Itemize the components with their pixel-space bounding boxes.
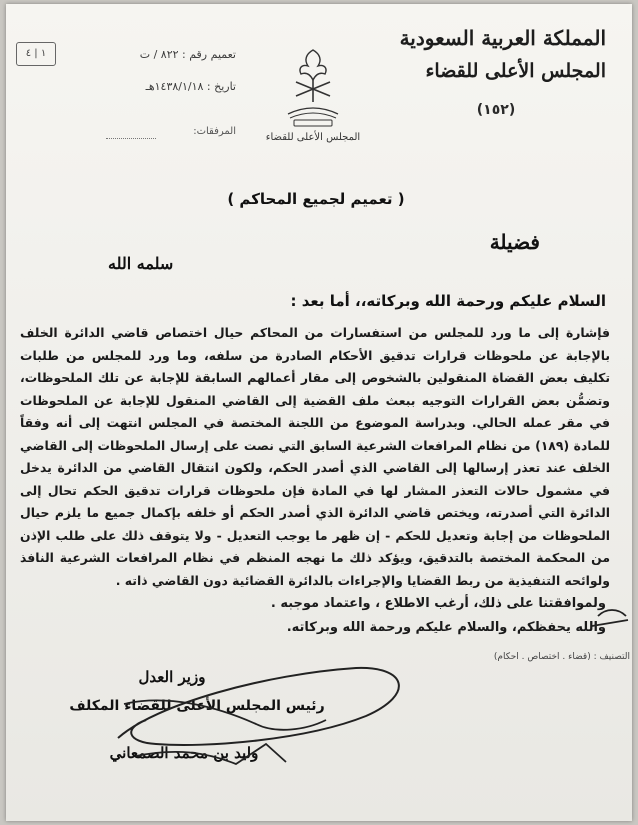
greeting-line: السلام عليكم ورحمة الله وبركاته،، أما بعد : [290, 292, 606, 310]
council-heading: المجلس الأعلى للقضاء [425, 60, 606, 82]
closing-line-2: والله يحفظكم، والسلام عليكم ورحمة الله وبركاته. [286, 620, 606, 635]
signature-role: رئيس المجلس الأعلى للقضاء المكلف [69, 698, 325, 714]
signature-minister: وزير العدل [138, 668, 206, 686]
attachments-line [106, 138, 156, 139]
document-number: (١٥٢) [476, 102, 516, 118]
salutation-fadila: فضيلة [489, 230, 540, 254]
salutation-sallamahu: سلمه الله [108, 254, 174, 273]
attachments-label: المرفقات: [193, 126, 236, 137]
circular-number: تعميم رقم : ٨٢٢ / ت [139, 48, 236, 61]
circular-date: تاريخ : ١٤٣٨/١/١٨هـ [145, 80, 236, 93]
document-title: ( تعميم لجميع المحاكم ) [227, 190, 405, 208]
kingdom-heading: المملكة العربية السعودية [399, 26, 606, 50]
emblem-caption: المجلس الأعلى للقضاء [265, 132, 361, 143]
saudi-emblem-icon [268, 44, 358, 134]
document-page [6, 4, 632, 821]
classification-note: التصنيف : (قضاء . اختصاص . احكام) [493, 652, 630, 662]
closing-line-1: ولموافقتنا على ذلك، أرغب الاطلاع ، واعتماد موجبه . [270, 596, 606, 611]
signature-name: وليد بن محمد الصمعاني [109, 744, 259, 762]
body-paragraph: فإشارة إلى ما ورد للمجلس من استفسارات من المحاكم حيال اختصاص قاضي الدائرة الخلف بالإجابة عن ملحوظات قرارات تدقيق الأحكام الصادرة من سلفه، وما ورد للمجلس من طلبات تكليف بعض القضاة المنقولين بالشخوص إلى مقار أعمالهم السابقة للإجابة عن تلك الملحوظات، وتضمُّن بعض القرارات التوجيه ببعث ملف القضية إلى القاضي المنقول للإجابة عن الملحوظات في مقر عمله الحالي. وبدراسة الموضوع من اللجنة المختصة في المجلس انتهت إلى أنه وفقاً للمادة (١٨٩) من نظام المرافعات الشرعية السابق التي نصت على إرسال الملحوظات إلى القاضي الخلف عند تعذر إرسالها إلى القاضي الذي أصدر الحكم، ولكون انتقال القاضي من الدائرة يدخل في مشمول حالات التعذر المشار لها في المادة فإن ملحوظات قرارات تدقيق الحكم تحال إلى الدائرة التي أصدرته، ويختص قاضي الدائرة الذي أصدر الحكم أو خلفه بإكمال جميع ما يلزم حيال الملحوظات من إجابة وتعديل للحكم - إن ظهر ما يوجب التعديل - ولا يتوقف ذلك على طلب الإذن من المحكمة المختصة بالتدقيق، ويؤكد ذلك ما نهجه المنظم في نظام المرافعات الشرعية النافذ ولوائحه التنفيذية من ربط القضايا والإجراءات بالدائرة القضائية دون القاضي ذاته . [20, 325, 610, 588]
corner-stamp: ١ | ٤ [16, 42, 56, 66]
